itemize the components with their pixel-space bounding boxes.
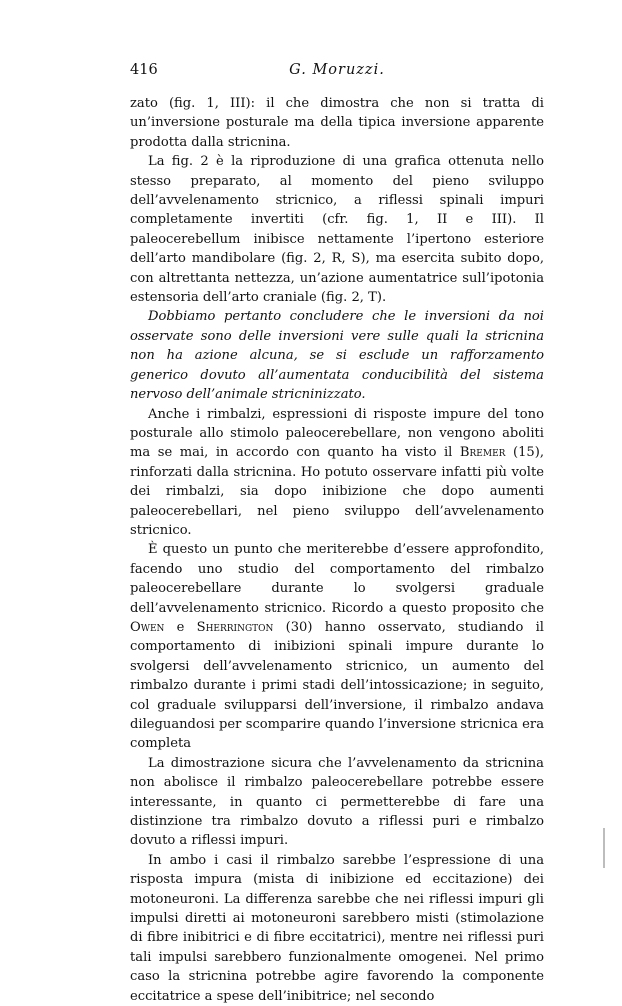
paragraph-5-text-after: (30) hanno osservato, studiando il comportamento di inibizioni spinali impure durante lo svolgersi dell’avvelenamento stricnico, un aumento del rimbalzo durante i primi stadi dell’intossicazione; in seguito, col graduale svilupparsi dell’inversione, il rimbalzo andava dileguandosi per scomparire quando l’inversione stricnica era completa [130, 619, 544, 752]
page-header [130, 62, 544, 84]
paragraph-4-text-after: (15), rinforzati dalla stricnina. Ho potuto osservare infatti più volte dei rimbalzi, sia dopo inibizione che dopo aumenti paleocerebellari, nel pieno sviluppo dell’avvelenamento stricnico. [130, 445, 544, 538]
paragraph-6: La dimostrazione sicura che l’avvelenamento da stricnina non abolisce il rimbalzo paleocerebellare potrebbe essere interessante, in quanto ci permetterebbe di fare una distinzione tra rimbalzo dovuto a riflessi puri e rimbalzo dovuto a riflessi impuri. [130, 755, 544, 849]
paragraph-7: In ambo i casi il rimbalzo sarebbe l’espressione di una risposta impura (mista di inibizione ed eccitazione) dei motoneuroni. La differenza sarebbe che nei riflessi impuri gli impulsi diretti ai motoneuroni sarebbero misti (stimolazione di fibre inibitrici e di fibre eccitatrici), mentre nei riflessi puri tali impulsi sarebbero funzionalmente omogenei. Nel primo caso la stricnina potrebbe agire favorendo la componente eccitatrice a spese dell’inibitrice; nel secondo [130, 852, 544, 1004]
paragraph-4-text-before: Anche i rimbalzi, espressioni di risposte impure del tono posturale allo stimolo paleocerebellare, non vengono aboliti ma se mai, in accordo con quanto ha visto il [130, 406, 544, 461]
paragraph-5-conjunction: e [164, 619, 197, 635]
paragraph-3-conclusion: Dobbiamo pertanto concludere che le inversioni da noi osservate sono delle inversioni vere sulle quali la stricnina non ha azione alcuna, se si esclude un rafforzamento generico dovuto all’aumentata conducibilità del sistema nervoso dell’animale stricninizzato. [130, 309, 544, 403]
paragraph-4 [130, 405, 544, 541]
scan-edge-mark [603, 828, 605, 868]
paragraph-5-text-before: È questo un punto che meriterebbe d’essere approfondito, facendo uno studio del comportamento del rimbalzo paleocerebellare durante lo svolgersi graduale dell’avvelenamento stricnico. Ricordo a questo proposito che [130, 542, 544, 616]
paragraph-1: zato (fig. 1, III): il che dimostra che non si tratta di un’inversione posturale ma della tipica inversione apparente prodotta dalla stricnina. [130, 96, 544, 150]
paragraph-5 [130, 540, 544, 753]
page-number: 416 [130, 62, 158, 78]
author-name-bremer: Bremer [459, 445, 506, 461]
running-head: G. Moruzzi. [289, 62, 385, 78]
author-name-sherrington: Sherrington [196, 619, 274, 635]
body-text [130, 94, 544, 1006]
paragraph-2: La fig. 2 è la riproduzione di una grafica ottenuta nello stesso preparato, al momento del pieno sviluppo dell’avvelenamento stricnico, a riflessi spinali impuri completamente invertiti (cfr. fig. 1, II e III). Il paleocerebellum inibisce nettamente l’ipertono esteriore dell’arto mandibolare (fig. 2, R, S), ma esercita subito dopo, con altrettanta nettezza, un’azione aumentatrice sull’ipotonia estensoria dell’arto craniale (fig. 2, T). [130, 154, 544, 306]
author-name-owen: Owen [130, 619, 165, 635]
